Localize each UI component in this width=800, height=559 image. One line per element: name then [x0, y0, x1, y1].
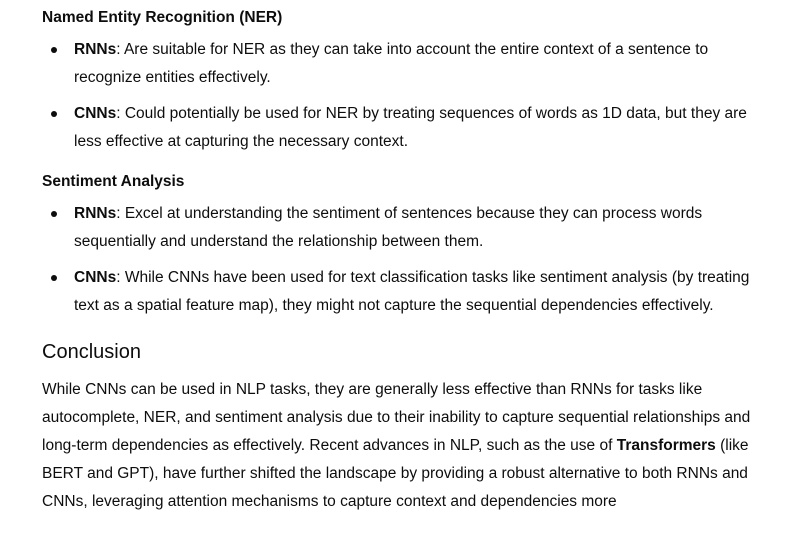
bullet-text: : Are suitable for NER as they can take into account the entire context of a sentence to recognize entities effectively.: [74, 41, 709, 86]
list-item: [42, 36, 760, 92]
section-ner: [42, 4, 760, 156]
list-item: [42, 264, 760, 320]
conclusion-bold-term: Transformers: [616, 437, 716, 454]
conclusion-text-before: While CNNs can be used in NLP tasks, they are generally less effective than RNNs for tasks like autocomplete, NER, and sentiment analysis due to their inability to capture sequential relationships and long-term dependencies as effectively. Recent advances in NLP, such as the use of: [42, 381, 751, 454]
bullet-icon: [51, 211, 57, 217]
bullet-icon: [51, 111, 57, 117]
bullet-list: [42, 200, 760, 320]
list-item: [42, 100, 760, 156]
bullet-icon: [51, 275, 57, 281]
bullet-list: [42, 36, 760, 156]
bullet-icon: [51, 47, 57, 53]
bullet-text: : While CNNs have been used for text classification tasks like sentiment analysis (by treating text as a spatial feature map), they might not capture the sequential dependencies effectively.: [74, 269, 750, 314]
conclusion-paragraph: [42, 376, 760, 516]
bullet-term: RNNs: [74, 205, 117, 222]
bullet-term: CNNs: [74, 269, 117, 286]
bullet-term: RNNs: [74, 41, 117, 58]
bullet-term: CNNs: [74, 105, 117, 122]
bullet-text: : Excel at understanding the sentiment of sentences because they can process words sequentially and understand the relationship between them.: [74, 205, 703, 250]
conclusion-heading: Conclusion: [42, 341, 141, 363]
bullet-text: : Could potentially be used for NER by treating sequences of words as 1D data, but they are less effective at capturing the necessary context.: [74, 105, 747, 150]
section-sentiment: [42, 168, 760, 320]
section-title: Named Entity Recognition (NER): [42, 9, 283, 26]
conclusion-text-after: (like BERT and GPT), have further shifted the landscape by providing a robust alternative to both RNNs and CNNs, leveraging attention mechanisms to capture context and dependencies more: [42, 437, 749, 510]
section-title: Sentiment Analysis: [42, 173, 185, 190]
list-item: [42, 200, 760, 256]
